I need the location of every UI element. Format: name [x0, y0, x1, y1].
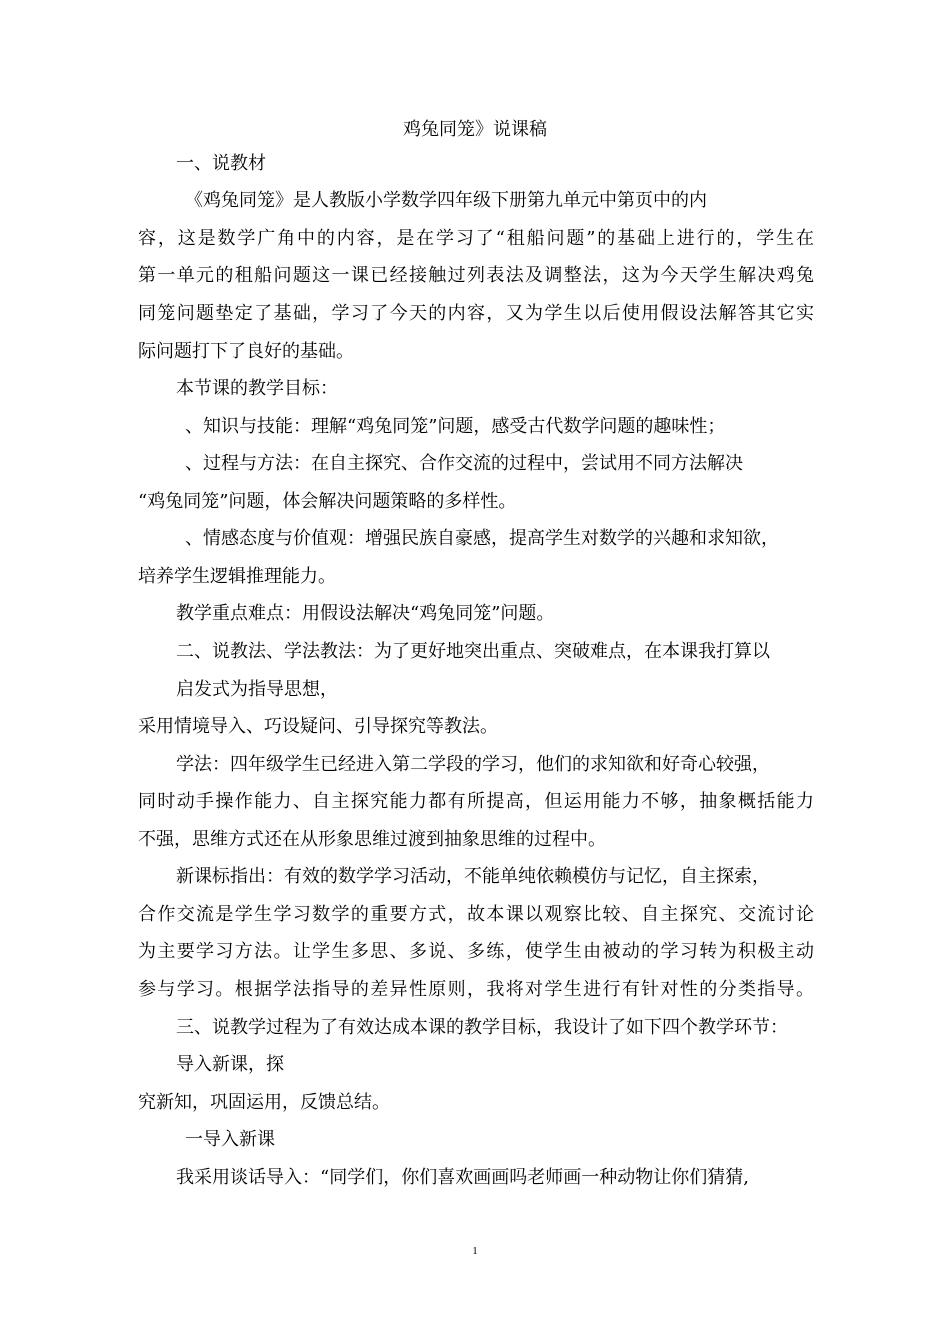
paragraph-line: 参与学习。根据学法指导的差异性原则，我将对学生进行有针对性的分类指导。	[138, 979, 814, 1000]
paragraph-line: 、知识与技能：理解“鸡兔同笼”问题，感受古代数学问题的趣味性；	[185, 416, 726, 437]
paragraph-line: 究新知，巩固运用，反馈总结。	[138, 1092, 390, 1113]
subsection-heading: 一导入新课	[185, 1129, 275, 1150]
paragraph-line: 本节课的教学目标：	[176, 378, 338, 399]
paragraph-line: 际问题打下了良好的基础。	[138, 341, 354, 362]
paragraph-line: 第一单元的租船问题这一课已经接触过列表法及调整法，这为今天学生解决鸡兔	[138, 265, 814, 286]
paragraph-line: 不强，思维方式还在从形象思维过渡到抽象思维的过程中。	[138, 829, 606, 850]
paragraph-line: “鸡兔同笼”问题，体会解决问题策略的多样性。	[138, 491, 517, 512]
section-heading: 一、说教材	[176, 153, 266, 174]
paragraph-line: 启发式为指导思想，	[176, 679, 338, 700]
paragraph-line: 同时动手操作能力、自主探究能力都有所提高，但运用能力不够，抽象概括能力	[138, 791, 814, 812]
paragraph-line: 学法：四年级学生已经进入第二学段的学习，他们的求知欲和好奇心较强，	[176, 754, 770, 775]
paragraph-line: 导入新课，探	[176, 1054, 284, 1075]
paragraph-line: 新课标指出：有效的数学学习活动，不能单纯依赖模仿与记忆，自主探索，	[176, 866, 770, 887]
paragraph-line: 、情感态度与价值观：增强民族自豪感，提高学生对数学的兴趣和求知欲，	[185, 528, 779, 549]
paragraph-line: 容，这是数学广角中的内容，是在学习了“租船问题”的基础上进行的，学生在	[138, 228, 814, 249]
page-number: 1	[472, 1245, 478, 1257]
paragraph-line: 我采用谈话导入：“同学们，你们喜欢画画吗老师画一种动物让你们猜猜,	[176, 1167, 749, 1188]
paragraph-line: 采用情境导入、巧设疑问、引导探究等教法。	[138, 716, 498, 737]
paragraph-line: 合作交流是学生学习数学的重要方式，故本课以观察比较、自主探究、交流讨论	[138, 904, 814, 925]
paragraph-line: 教学重点难点：用假设法解决“鸡兔同笼”问题。	[176, 603, 555, 624]
document-title: 鸡兔同笼》说课稿	[403, 119, 547, 140]
paragraph-line: 培养学生逻辑推理能力。	[138, 566, 336, 587]
section-heading: 三、说教学过程为了有效达成本课的教学目标，我设计了如下四个教学环节：	[176, 1017, 788, 1038]
paragraph-line: 、过程与方法：在自主探究、合作交流的过程中，尝试用不同方法解决	[185, 453, 743, 474]
paragraph-line: 为主要学习方法。让学生多思、多说、多练，使学生由被动的学习转为积极主动	[138, 941, 814, 962]
paragraph-line: 同笼问题垫定了基础，学习了今天的内容，又为学生以后使用假设法解答其它实	[138, 303, 814, 324]
paragraph-line: 《鸡兔同笼》是人教版小学数学四年级下册第九单元中第页中的内	[185, 190, 707, 211]
section-heading: 二、说教法、学法教法：为了更好地突出重点、突破难点，在本课我打算以	[176, 641, 770, 662]
